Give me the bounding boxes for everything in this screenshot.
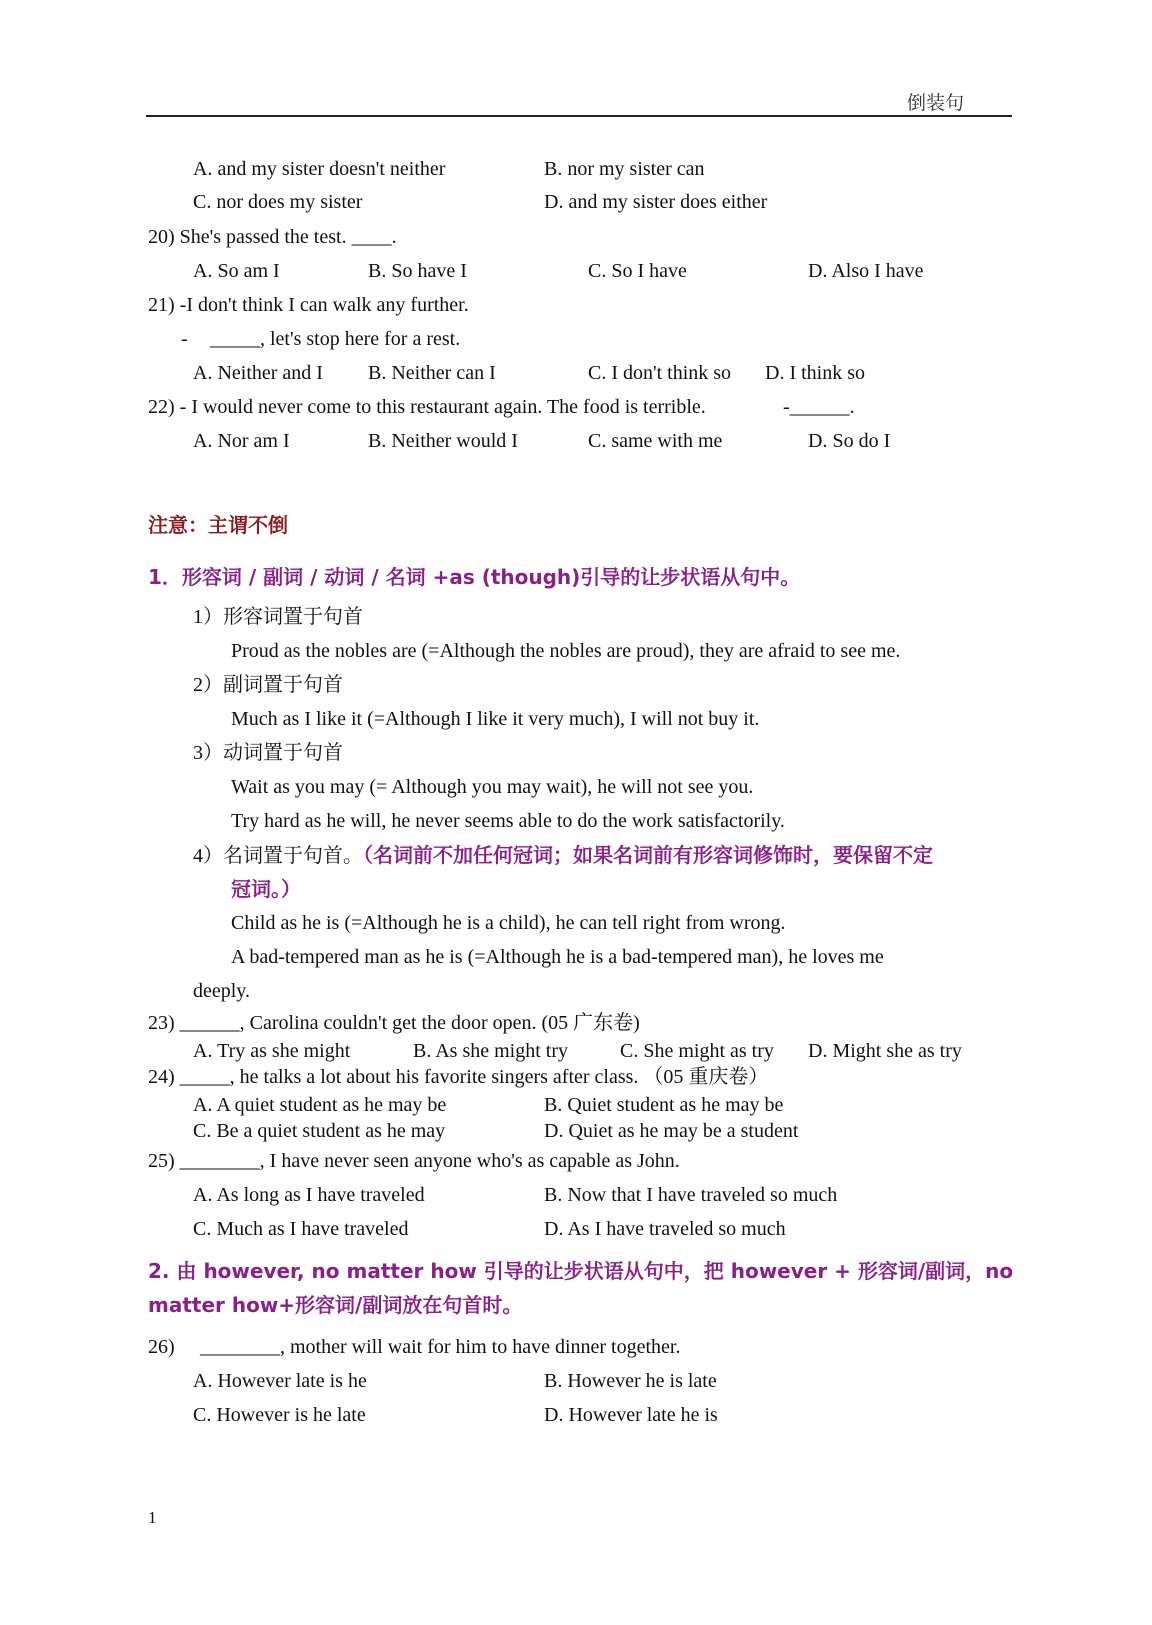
q20-stem: 20) She's passed the test. ____. — [148, 226, 397, 248]
q23-option-d: D. Might she as try — [808, 1040, 962, 1062]
s1-item4-row — [193, 842, 933, 869]
q24-option-b: B. Quiet student as he may be — [544, 1094, 784, 1116]
q20-option-b: B. So have I — [368, 260, 467, 282]
q21-option-b: B. Neither can I — [368, 362, 496, 384]
s1-item4-note-cont: 冠词。） — [231, 877, 301, 901]
header-title: 倒装句 — [906, 93, 964, 114]
q19-option-d: D. and my sister does either — [544, 191, 768, 213]
q22-option-a: A. Nor am I — [193, 430, 290, 452]
s1-item4-label: 4）名词置于句首。 — [193, 845, 363, 867]
s1-item1-example: Proud as the nobles are (=Although the nobles are proud), they are afraid to see me. — [231, 640, 901, 662]
q19-option-a: A. and my sister doesn't neither — [193, 158, 446, 180]
s1-item4-example1: Child as he is (=Although he is a child), he can tell right from wrong. — [231, 912, 786, 934]
q26-stem: ________, mother will wait for him to have dinner together. — [200, 1336, 681, 1358]
section2-title-line2: matter how+形容词/副词放在句首时。 — [148, 1293, 523, 1317]
q23-stem: 23) ______, Carolina couldn't get the door open. (05 广东卷) — [148, 1012, 640, 1034]
q24-stem: 24) _____, he talks a lot about his favorite singers after class. （05 重庆卷） — [148, 1066, 769, 1088]
q24-option-a: A. A quiet student as he may be — [193, 1094, 447, 1116]
q23-option-b: B. As she might try — [413, 1040, 569, 1062]
s1-item2-example: Much as I like it (=Although I like it very much), I will not buy it. — [231, 708, 760, 730]
s1-item3-example2: Try hard as he will, he never seems able to do the work satisfactorily. — [231, 810, 785, 832]
s1-item1-label: 1）形容词置于句首 — [193, 606, 363, 628]
q26-option-a: A. However late is he — [193, 1370, 367, 1392]
note-title: 注意：主谓不倒 — [148, 513, 288, 537]
q21-option-d: D. I think so — [765, 362, 865, 384]
q22-option-c: C. same with me — [588, 430, 723, 452]
q24-option-c: C. Be a quiet student as he may — [193, 1120, 446, 1142]
q20-option-c: C. So I have — [588, 260, 687, 282]
q19-option-b: B. nor my sister can — [544, 158, 705, 180]
q21-option-c: C. I don't think so — [588, 362, 732, 384]
q21-option-a: A. Neither and I — [193, 362, 323, 384]
q25-stem: 25) ________, I have never seen anyone who's as capable as John. — [148, 1150, 680, 1172]
q25-option-d: D. As I have traveled so much — [544, 1218, 786, 1240]
page-number: 1 — [148, 1508, 157, 1527]
q26-number: 26) — [148, 1336, 175, 1358]
q20-option-d: D. Also I have — [808, 260, 924, 282]
header-rule — [146, 115, 1012, 117]
q25-option-c: C. Much as I have traveled — [193, 1218, 409, 1240]
q26-option-b: B. However he is late — [544, 1370, 717, 1392]
q22-stem: 22) - I would never come to this restaurant again. The food is terrible. — [148, 396, 706, 418]
q25-option-b: B. Now that I have traveled so much — [544, 1184, 838, 1206]
q25-option-a: A. As long as I have traveled — [193, 1184, 425, 1206]
q22-option-d: D. So do I — [808, 430, 891, 452]
s1-item4-example2: A bad-tempered man as he is (=Although he is a bad-tempered man), he loves me — [231, 946, 884, 968]
section1-title: 1．形容词 / 副词 / 动词 / 名词 +as (though)引导的让步状语从句中。 — [148, 565, 801, 589]
q24-option-d: D. Quiet as he may be a student — [544, 1120, 799, 1142]
q26-option-c: C. However is he late — [193, 1404, 366, 1426]
q23-option-c: C. She might as try — [620, 1040, 774, 1062]
q22-reply: -______. — [783, 396, 855, 418]
s1-item4-example2-cont: deeply. — [193, 980, 251, 1002]
s1-item2-label: 2）副词置于句首 — [193, 674, 343, 696]
q23-option-a: A. Try as she might — [193, 1040, 351, 1062]
q22-option-b: B. Neither would I — [368, 430, 518, 452]
q21-reply: _____, let's stop here for a rest. — [210, 328, 461, 350]
s1-item3-label: 3）动词置于句首 — [193, 742, 343, 764]
q21-stem: 21) -I don't think I can walk any further. — [148, 294, 469, 316]
s1-item3-example1: Wait as you may (= Although you may wait), he will not see you. — [231, 776, 754, 798]
q21-reply-dash: - — [181, 328, 188, 350]
q19-option-c: C. nor does my sister — [193, 191, 363, 213]
section2-title-line1: 2. 由 however, no matter how 引导的让步状语从句中，把 however + 形容词/副词，no — [148, 1259, 1014, 1283]
s1-item4-note: （名词前不加任何冠词；如果名词前有形容词修饰时，要保留不定 — [363, 843, 933, 867]
q20-option-a: A. So am I — [193, 260, 280, 282]
q26-option-d: D. However late he is — [544, 1404, 718, 1426]
